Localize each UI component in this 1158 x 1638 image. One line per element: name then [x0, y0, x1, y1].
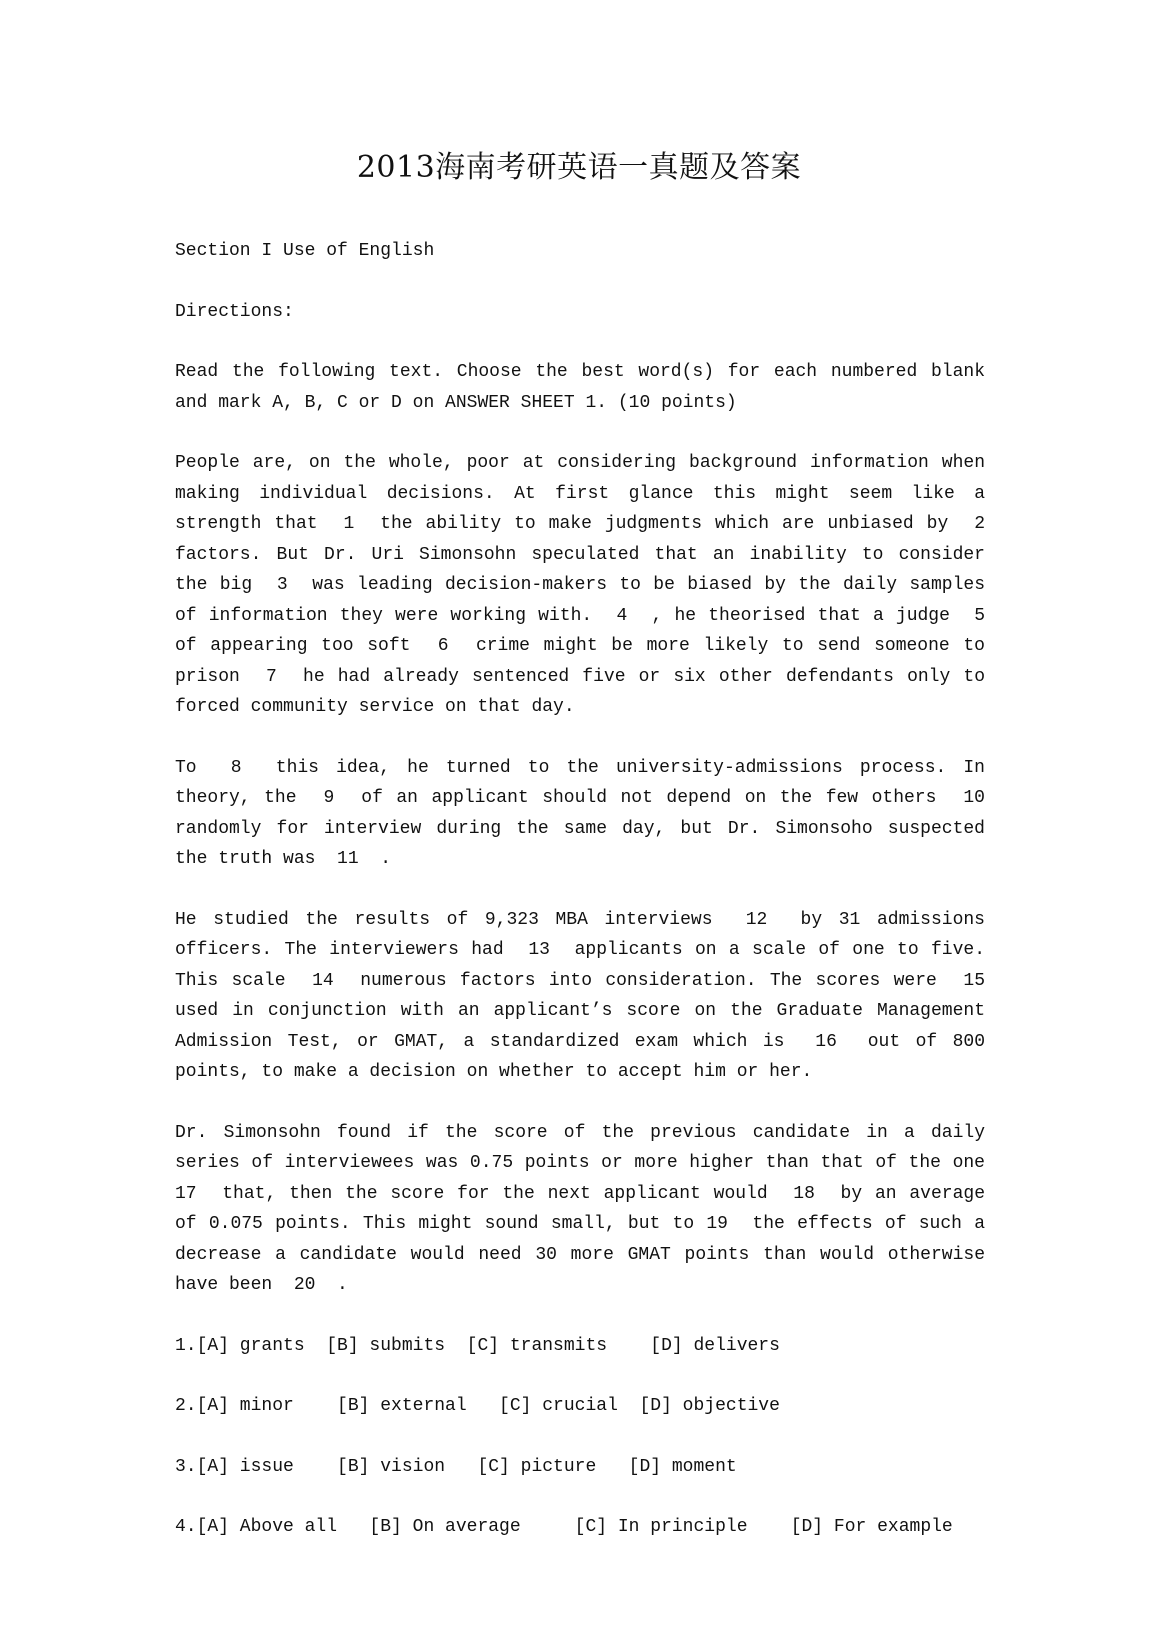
directions-text: Read the following text. Choose the best word(s) for each numbered blank and mark A, B, C or D on ANSWER SHEET 1. (10 points) — [175, 362, 996, 413]
question-option-4: 4.[A] Above all [B] On average [C] In principle [D] For example — [175, 1517, 953, 1537]
passage-paragraph-3: He studied the results of 9,323 MBA interviews 12 by 31 admissions officers. The interviewers had 13 applicants on a scale of one to five. This scale 14 numerous factors into consideration. The scores were 15 used in conjunction with an applicant’s score on the Graduate Management Admission Test, or GMAT, a standardized exam which is 16 out of 800 points, to make a decision on whether to accept him or her. — [175, 909, 1007, 1082]
passage-paragraph-4: Dr. Simonsohn found if the score of the previous candidate in a daily series of interviewees was 0.75 points or more higher than that of the one 17 that, then the score for the next applicant would 18 by an average of 0.075 points. This might sound small, but to 19 the effects of such a decrease a candidate would need 30 more GMAT points than would otherwise have been 20 . — [175, 1122, 1007, 1295]
section-heading: Section I Use of English — [175, 241, 435, 261]
passage-paragraph-2: To 8 this idea, he turned to the university-admissions process. In theory, the 9 of an applicant should not depend on the few others 10 randomly for interview during the same day, but Dr. Simonsoho suspected the truth was 11 . — [175, 757, 1007, 869]
question-option-3: 3.[A] issue [B] vision [C] picture [D] moment — [175, 1456, 737, 1477]
document-title: 2013海南考研英语一真题及答案 — [356, 150, 802, 185]
question-option-1: 1.[A] grants [B] submits [C] transmits [D] delivers — [175, 1335, 780, 1356]
passage-paragraph-1: People are, on the whole, poor at considering background information when making individual decisions. At first glance this might seem like a strength that 1 the ability to make judgments which are unbiased by 2 factors. But Dr. Uri Simonsohn speculated that an inability to consider the big 3 was leading decision-makers to be biased by the daily samples of information they were working with. 4 , he theorised that a judge 5 of appearing too soft 6 crime might be more likely to send someone to prison 7 he had already sentenced five or six other defendants only to forced community service on that day. — [175, 453, 1007, 717]
directions-label: Directions: — [175, 301, 294, 322]
document-body — [175, 236, 1007, 1573]
question-option-2: 2.[A] minor [B] external [C] crucial [D] objective — [175, 1396, 780, 1416]
